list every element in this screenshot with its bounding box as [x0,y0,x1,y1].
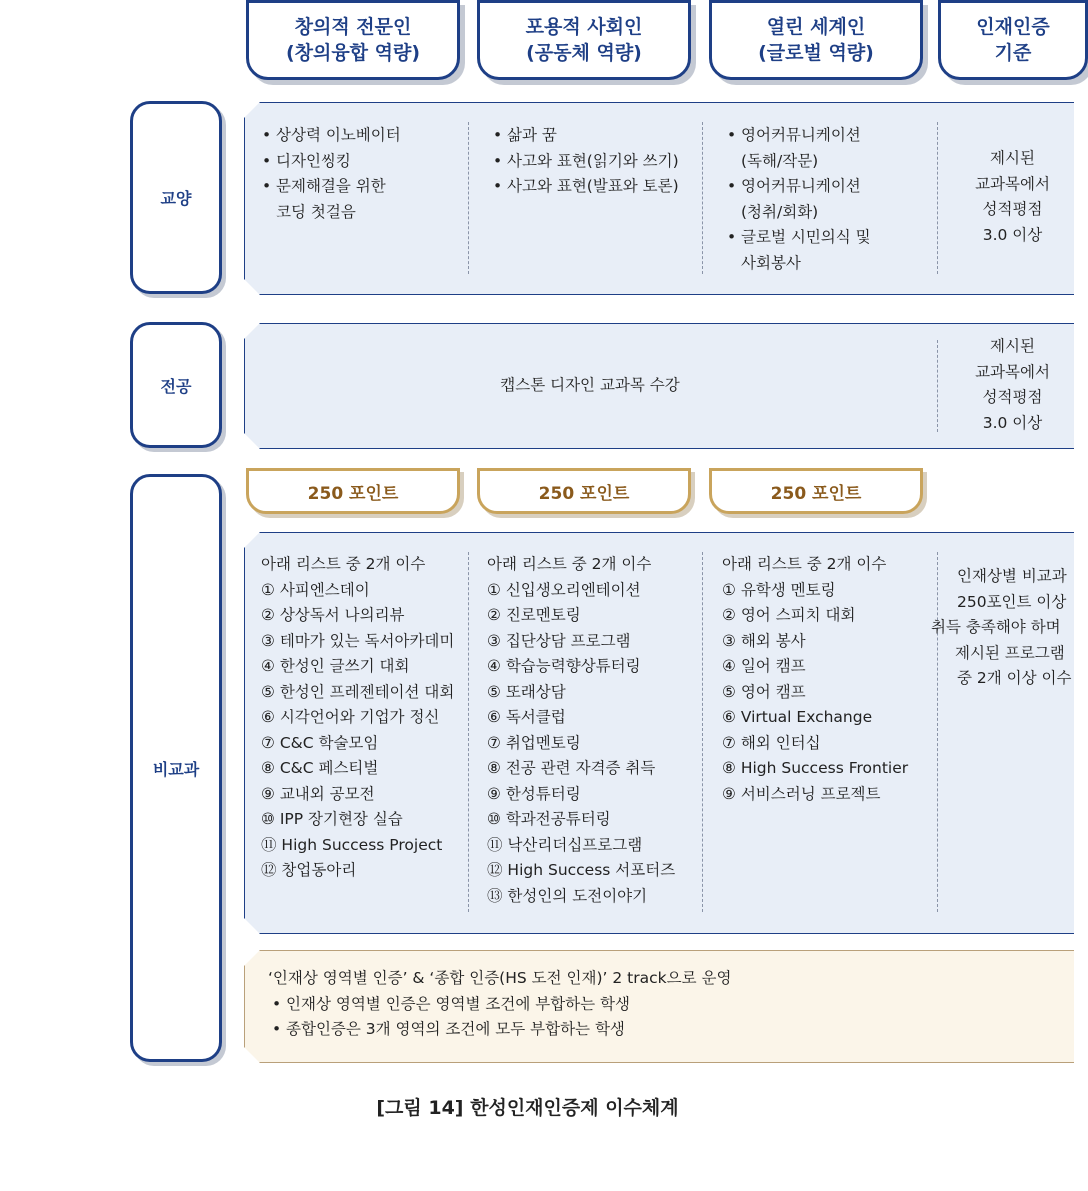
list-item: ⑩ 학과전공튜터링 [487,810,611,828]
list-item: ④ 일어 캠프 [722,657,806,675]
divider [937,122,938,274]
note-content [268,966,968,1043]
list-item: ⑧ High Success Frontier [722,759,909,777]
header-title: 포용적 사회인 [525,16,643,38]
criteria-line: 인재상별 비교과 [957,567,1067,585]
note-item: • 인재상 영역별 인증은 영역별 조건에 부합하는 학생 [272,992,968,1018]
criteria-line: 3.0 이상 [982,225,1043,244]
row-label-extracurricular: 비교과 [130,474,222,1062]
header-creative-professional [246,0,460,80]
extracurricular-col1 [261,552,454,884]
extracurricular-criteria [931,564,1075,692]
list-item: ① 유학생 멘토링 [722,580,836,599]
points-badge: 250 포인트 [246,468,460,514]
points-badge: 250 포인트 [709,468,923,514]
header-inclusive-citizen [477,0,691,80]
criteria-line: 중 2개 이상 이수 [957,669,1072,687]
divider [937,552,938,912]
criteria-line: 제시된 프로그램 [955,643,1065,662]
points-badge: 250 포인트 [477,468,691,514]
general-col3 [727,123,932,276]
note-item: • 종합인증은 3개 영역의 조건에 모두 부합하는 학생 [272,1017,968,1043]
general-col2 [493,123,698,200]
list-item: • 디자인씽킹 [262,149,462,175]
list-item: • 삶과 꿈 [493,123,698,149]
list-item: ⑨ 서비스러닝 프로젝트 [722,784,881,803]
list-item: ⑫ 창업동아리 [261,861,357,879]
general-criteria [950,146,1075,248]
figure-caption: [그림 14] 한성인재인증제 이수체계 [376,1097,679,1119]
criteria-line: 성적평점 [982,200,1043,218]
list-item: ⑤ 또래상담 [487,682,566,701]
list-item: ⑦ C&C 학술모임 [261,733,379,752]
major-criteria [950,334,1075,436]
list-item: ⑩ IPP 장기현장 실습 [261,810,403,828]
header-subtitle: 기준 [994,42,1032,64]
extracurricular-col2 [487,552,675,909]
list-item: ⑫ High Success 서포터즈 [487,861,676,879]
divider [468,122,469,274]
list-item: ⑪ High Success Project [261,835,443,854]
general-col1 [262,123,462,225]
list-item: • 영어커뮤니케이션 (독해/작문) [727,123,932,174]
criteria-line: 제시된 [990,149,1035,167]
criteria-line: 3.0 이상 [982,413,1043,432]
header-title: 창의적 전문인 [294,16,412,38]
divider [702,552,703,912]
list-item: • 문제해결을 위한 코딩 첫걸음 [262,174,462,225]
note-title: ‘인재상 영역별 인증’ & ‘종합 인증(HS 도전 인재)’ 2 track으로 운영 [268,969,732,987]
divider [937,340,938,432]
criteria-line: 제시된 [990,337,1035,355]
list-item: ⑨ 한성튜터링 [487,784,581,803]
header-title: 열린 세계인 [766,16,866,38]
list-item: • 상상력 이노베이터 [262,123,462,149]
list-item: ② 진로멘토링 [487,606,581,624]
list-item: ③ 테마가 있는 독서아카데미 [261,631,455,650]
list-item: ② 상상독서 나의리뷰 [261,606,405,624]
list-item: ⑥ 독서클럽 [487,708,566,726]
list-item: • 글로벌 시민의식 및 사회봉사 [727,225,932,276]
criteria-line: 교과목에서 [975,362,1050,381]
list-item: ⑧ 전공 관련 자격증 취득 [487,759,656,777]
list-item: ⑨ 교내외 공모전 [261,784,375,803]
list-item: ③ 집단상담 프로그램 [487,631,631,650]
list-item: ⑥ 시각언어와 기업가 정신 [261,708,440,726]
list-item: ④ 학습능력향상튜터링 [487,657,641,675]
row-label-major: 전공 [130,322,222,448]
list-item: • 사고와 표현(발표와 토론) [493,174,698,200]
header-subtitle: (글로벌 역량) [758,42,874,64]
list-item: ⑥ Virtual Exchange [722,708,873,726]
header-title: 인재인증 [976,16,1050,38]
list-item: ④ 한성인 글쓰기 대회 [261,657,410,675]
list-item: ⑦ 해외 인터십 [722,733,821,752]
list-item: ⑤ 한성인 프레젠테이션 대회 [261,682,455,701]
list-item: ⑤ 영어 캠프 [722,682,806,701]
divider [702,122,703,274]
row-label-general: 교양 [130,101,222,294]
list-item: ⑦ 취업멘토링 [487,733,581,752]
list-item: ① 신입생오리엔테이션 [487,580,641,599]
list-item: ⑧ C&C 페스티벌 [261,759,379,777]
list-item: ⑪ 낙산리더십프로그램 [487,835,643,854]
list-item: ② 영어 스피치 대회 [722,606,856,624]
list-heading: 아래 리스트 중 2개 이수 [261,555,426,573]
list-item: • 영어커뮤니케이션 (청취/회화) [727,174,932,225]
header-global-citizen [709,0,923,80]
extracurricular-col3 [722,552,908,807]
list-item: ③ 해외 봉사 [722,631,806,650]
header-subtitle: (창의융합 역량) [285,42,421,64]
header-subtitle: (공동체 역량) [526,42,642,64]
divider [468,552,469,912]
criteria-line: 교과목에서 [975,174,1050,193]
list-item: ⑬ 한성인의 도전이야기 [487,886,648,905]
criteria-line: 250포인트 이상 [957,592,1067,611]
list-item: • 사고와 표현(읽기와 쓰기) [493,149,698,175]
list-item: ① 사피엔스데이 [261,580,370,599]
header-criteria [938,0,1088,80]
criteria-line: 취득 충족해야 하며 [931,618,1061,636]
list-heading: 아래 리스트 중 2개 이수 [487,555,652,573]
criteria-line: 성적평점 [982,388,1043,406]
list-heading: 아래 리스트 중 2개 이수 [722,555,887,573]
major-content: 캡스톤 디자인 교과목 수강 [500,376,680,394]
